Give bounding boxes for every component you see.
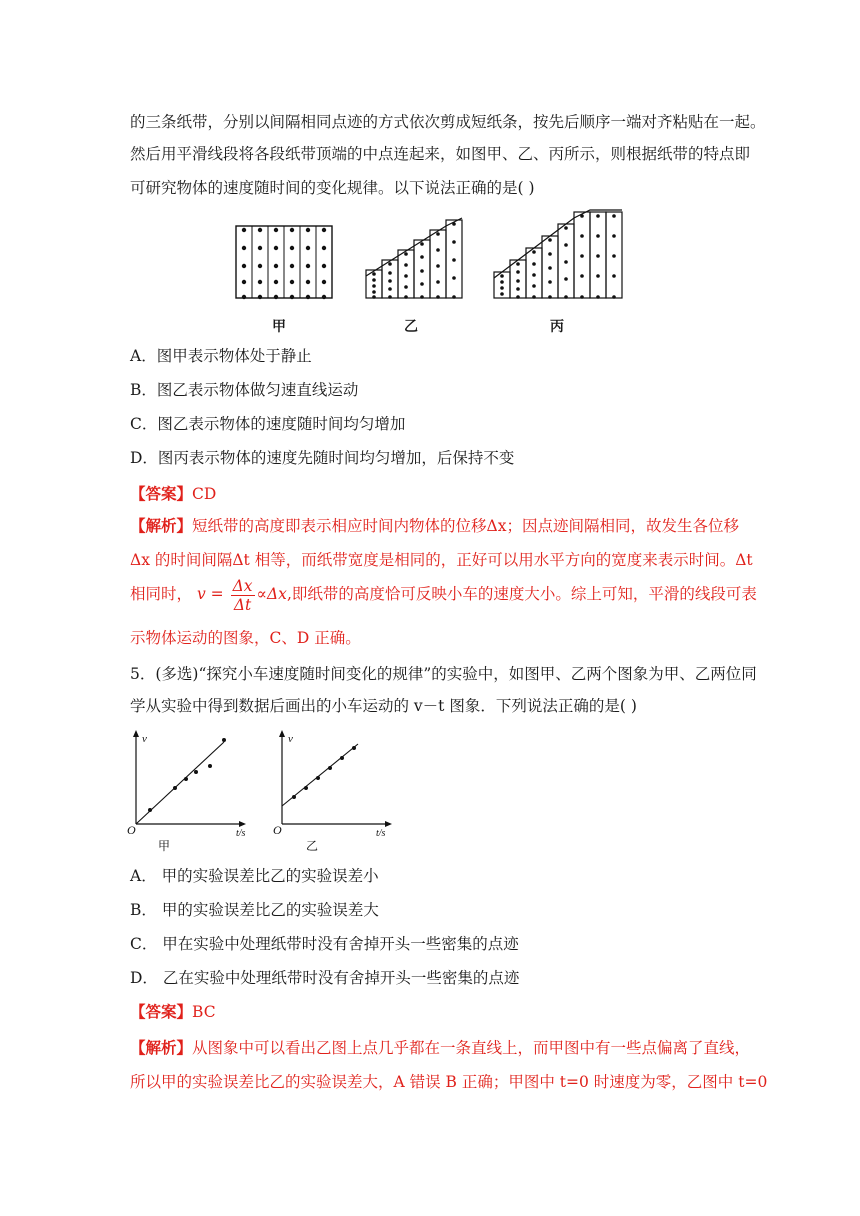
q5-stem-line-2: 学从实验中得到数据后画出的小车运动的 v－t 图象．下列说法正确的是( ) [130,697,637,715]
q5-stem-line-1: 5．(多选)“探究小车速度随时间变化的规律”的实验中，如图甲、乙两个图象为甲、乙两位同 [130,665,757,683]
yi-origin: O [273,823,282,837]
vt-graph-yi [272,728,412,858]
jia-origin: O [127,823,136,837]
formula-tail: ∝Δx [256,585,287,603]
answer-tag: 【答案】 [130,484,193,503]
formula-fraction [231,577,255,614]
formula-numerator: Δx [232,576,253,595]
answer-value: CD [192,485,217,503]
analysis-tag: 【解析】 [130,516,193,535]
q5-option-c: C． 甲在实验中处理纸带时没有舍掉开头一些密集的点迹 [130,935,519,953]
q5-option-b: B． 甲的实验误差比乙的实验误差大 [130,901,379,919]
tape-label-bing: 丙 [550,319,564,335]
answer-tag: 【答案】 [130,1002,193,1021]
answer-value: BC [192,1003,216,1021]
q5-answer [130,1002,216,1022]
jia-name: 甲 [158,839,171,853]
q5-analysis-line-2: 所以甲的实验误差比乙的实验误差大，A 错误 B 正确；甲图中 t=0 时速度为零，乙图中 t=0 [130,1073,768,1091]
tape-label-yi: 乙 [404,319,418,335]
q4-analysis-line-4: 示物体运动的图象，C、D 正确。 [130,629,361,647]
formula-denominator: Δt [233,595,252,614]
tape-figure-jia [230,222,340,302]
q4-option-b: B．图乙表示物体做匀速直线运动 [130,381,359,399]
yi-xlabel: t/s [376,828,386,839]
q5-option-d: D． 乙在实验中处理纸带时没有舍掉开头一些密集的点迹 [130,969,520,987]
intro-line-2: 然后用平滑线段将各段纸带顶端的中点连起来，如图甲、乙、丙所示，则根据纸带的特点即 [130,145,751,163]
q4-analysis-line-2: Δx 的时间间隔Δt 相等，而纸带宽度是相同的，正好可以用水平方向的宽度来表示时间。Δt [130,551,753,569]
q4-answer [130,484,216,504]
intro-line-1: 的三条纸带，分别以间隔相同点迹的方式依次剪成短纸条，按先后顺序一端对齐粘贴在一起。 [130,113,766,131]
q4-option-a: A．图甲表示物体处于静止 [130,347,312,365]
q4-analysis-line-3 [130,576,757,614]
analysis-text-1: 短纸带的高度即表示相应时间内物体的位移Δx；因点迹间隔相同，故发生各位移 [192,517,739,535]
q4-option-c: C．图乙表示物体的速度随时间均匀增加 [130,415,406,433]
analysis-text-3a: 相同时， [130,585,193,603]
formula-v: v = [196,585,224,603]
analysis-text-1: 从图象中可以看出乙图上点几乎都在一条直线上，而甲图中有一些点偏离了直线， [192,1039,751,1057]
q4-analysis-line-1 [130,516,739,536]
jia-ylabel: v [142,733,147,745]
q5-option-a: A． 甲的实验误差比乙的实验误差小 [130,867,379,885]
q5-analysis-line-1 [130,1038,750,1058]
tape-figure-bing [488,204,636,302]
intro-line-3: 可研究物体的速度随时间的变化规律。以下说法正确的是( ) [130,179,535,197]
analysis-tag: 【解析】 [130,1038,193,1057]
analysis-text-3b: ,即纸带的高度恰可反映小车的速度大小。综上可知，平滑的线段可表 [286,585,757,603]
yi-ylabel: v [288,733,293,745]
jia-xlabel: t/s [236,828,246,839]
vt-graph-jia [126,728,266,858]
yi-name: 乙 [306,839,319,853]
tape-label-jia: 甲 [272,319,286,335]
tape-figure-yi [360,214,470,302]
q4-option-d: D．图丙表示物体的速度先随时间均匀增加，后保持不变 [130,449,515,467]
